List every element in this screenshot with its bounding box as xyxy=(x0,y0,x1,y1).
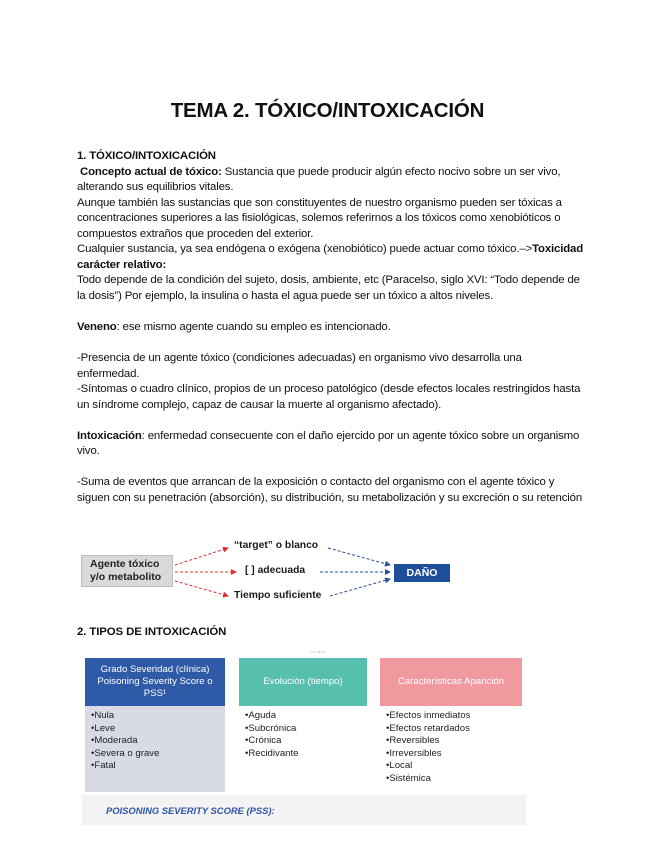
column-caracteristicas xyxy=(380,658,522,792)
tiempo-label: Tiempo suficiente xyxy=(234,590,322,601)
concepto-paragraph xyxy=(77,165,587,196)
sintomas-paragraph: -Síntomas o cuadro clínico, propios de un proceso patológico (desde efectos locales restringidos hasta un síndrome complejo, capaz de causar la muerte al organismo afectado). xyxy=(77,383,581,411)
list-item: •Subcrónica xyxy=(245,722,297,734)
intoxication-diagram xyxy=(78,537,456,609)
toxicidad-label: Toxicidad carácter relativo: xyxy=(77,243,584,271)
list-item: •Moderada xyxy=(91,735,138,747)
todo-paragraph: Todo depende de la condición del sujeto, dosis, ambiente, etc (Paracelso, siglo XVI: “Todo depende de la dosis”) Por ejemplo, la insulina o hasta el agua puede ser un tóxico a altos niveles. xyxy=(77,274,580,302)
list-item: •Fatal xyxy=(91,760,116,772)
column-body xyxy=(85,706,225,792)
pss-banner xyxy=(82,795,526,825)
presencia-paragraph: -Presencia de un agente tóxico (condiciones adecuadas) en organismo vivo desarrolla una enfermedad. xyxy=(77,352,522,380)
agent-line-2: y/o metabolito xyxy=(90,571,162,583)
column-evolucion xyxy=(239,658,367,792)
agent-line-1: Agente tóxico xyxy=(90,558,160,570)
column-header: Evolución (tiempo) xyxy=(239,658,367,706)
section-1-body xyxy=(77,149,587,506)
veneno-text: : ese mismo agente cuando su empleo es intencionado. xyxy=(116,320,391,333)
adecuada-label: [ ] adecuada xyxy=(245,565,306,576)
list-item: •Sistémica xyxy=(386,772,431,784)
cualquier-text: Cualquier sustancia, ya sea endógena o exógena (xenobiótico) puede actuar como tóxico.–> xyxy=(77,243,533,256)
veneno-paragraph xyxy=(77,320,587,336)
tiny-note: • • • ••• •• xyxy=(310,649,326,654)
arrow-tiempo-to-dano xyxy=(330,579,390,596)
list-item: •Recidivante xyxy=(245,747,299,759)
veneno-label: Veneno xyxy=(77,320,117,333)
list-item: •Efectos inmediatos xyxy=(386,710,471,721)
agente-toxico-box xyxy=(81,555,173,587)
column-header: Grado Severidad (clínica) Poisoning Severity Score o PSS¹ xyxy=(85,658,225,706)
column-body xyxy=(380,706,522,790)
arrow-to-tiempo xyxy=(175,581,228,596)
list-item: •Leve xyxy=(91,722,116,734)
arrow-target-to-dano xyxy=(328,548,390,565)
list-item: •Crónica xyxy=(245,735,282,747)
aunque-paragraph: Aunque también las sustancias que son constituyentes de nuestro organismo pueden ser tóxicas a concentraciones superiores a las fisiológicas, solemos referirnos a los tóxicos como xenobióticos o compuestos extraños que proceden del exterior. xyxy=(77,196,562,240)
suma-paragraph: -Suma de eventos que arrancan de la exposición o contacto del organismo con el agente tóxico y siguen con su penetración (absorción), su distribución, su metabolización y su excreción o su retención xyxy=(77,476,583,504)
list-item: •Severa o grave xyxy=(91,747,160,759)
section-2-heading: 2. TIPOS DE INTOXICACIÓN xyxy=(77,626,227,638)
cualquier-paragraph xyxy=(77,242,587,273)
column-header: Características Aparición xyxy=(380,658,522,706)
concepto-label: Concepto actual de tóxico: xyxy=(80,165,222,178)
section-1-heading: 1. TÓXICO/INTOXICACIÓN xyxy=(77,150,216,162)
list-item: •Efectos retardados xyxy=(386,722,470,734)
intoxicacion-label: Intoxicación xyxy=(77,429,142,442)
concepto-text: Sustancia que puede producir algún efecto nocivo sobre un ser vivo, alterando sus equilibrios vitales. xyxy=(77,165,561,194)
arrow-to-target xyxy=(175,548,228,565)
intoxicacion-paragraph xyxy=(77,429,587,460)
intoxicacion-text: : enfermedad consecuente con el daño ejercido por un agente tóxico sobre un organismo vivo. xyxy=(77,429,580,458)
list-item: •Local xyxy=(386,760,413,772)
list-item: •Reversibles xyxy=(386,735,440,747)
list-item: •Nula xyxy=(91,710,115,721)
target-label: “target” o blanco xyxy=(234,540,319,551)
dano-box: DAÑO xyxy=(394,564,450,582)
column-body xyxy=(239,706,367,764)
list-item: •Irreversibles xyxy=(386,747,442,759)
list-item: •Aguda xyxy=(245,710,277,721)
page-title: TEMA 2. TÓXICO/INTOXICACIÓN xyxy=(170,99,485,122)
column-grado-severidad xyxy=(85,658,225,792)
pss-label: POISONING SEVERITY SCORE (PSS): xyxy=(106,805,275,816)
